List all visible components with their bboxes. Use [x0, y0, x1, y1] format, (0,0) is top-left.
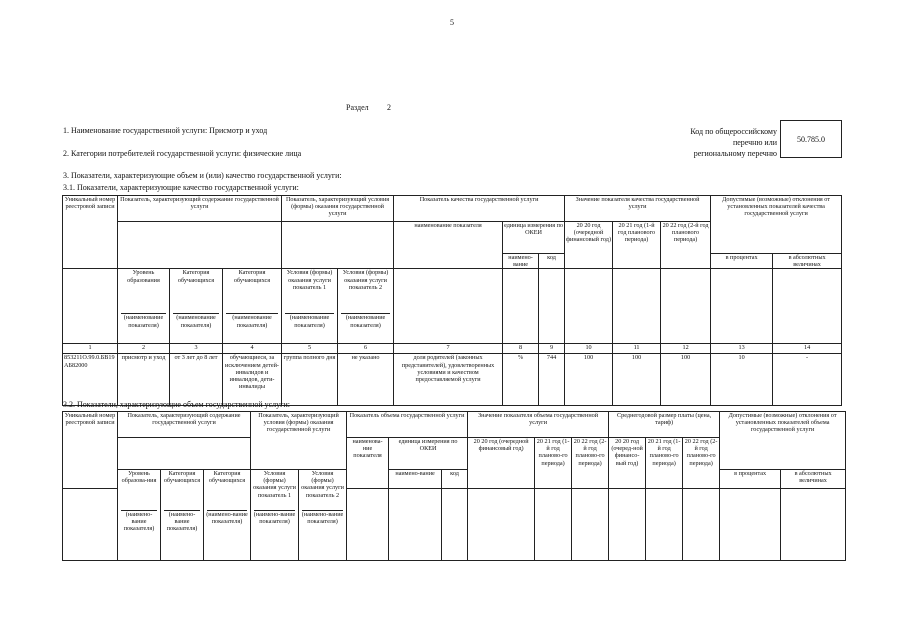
section31-title: 3.1. Показатели, характеризующие качество государственной услуги:	[63, 183, 299, 192]
t1-c4	[282, 269, 338, 344]
section-label: Раздел	[346, 103, 369, 112]
t2-c4-label: Условия (формы) оказания услуги показатель 1	[253, 470, 296, 499]
service-name: 1. Наименование государственной услуги: Присмотр и уход	[63, 126, 268, 135]
t2-unit-name-cont	[389, 488, 442, 560]
t1-c1-label: Уровень образования	[127, 269, 160, 284]
t1-num-2: 2	[118, 344, 170, 354]
t2-y1-header: 20 20 год (очередной финансовый год)	[468, 438, 535, 489]
t1-c3	[223, 269, 282, 344]
t2-c3-naim: (наимено-вание показателя)	[206, 511, 248, 526]
t1-num-3: 3	[170, 344, 223, 354]
t1-y1-cont	[565, 269, 613, 344]
t1-num-13: 13	[711, 344, 773, 354]
t1-content-header: Показатель, характеризующий содержание государственной услуги	[118, 196, 282, 222]
t1-name-cont	[394, 269, 503, 344]
t2-c3	[204, 470, 251, 561]
t1-c2	[170, 269, 223, 344]
t1-unique-cont	[63, 269, 118, 344]
t2-c4-naim: (наимено-вание показателя)	[253, 511, 296, 526]
t1-num-8: 8	[503, 344, 539, 354]
t1-row-v13: -	[773, 354, 842, 406]
t2-p1-cont	[609, 488, 646, 560]
t1-unit-name-header: наимено-вание	[503, 254, 539, 269]
t1-abs-cont	[773, 269, 842, 344]
t1-num-9: 9	[539, 344, 565, 354]
t2-p3-header: 20 22 год (2-й год планово-го периода)	[683, 438, 720, 489]
t2-abs-header: в абсолютных величинах	[781, 470, 846, 489]
t1-row-v10: 100	[613, 354, 661, 406]
t1-c4-label: Условия (формы) оказания услуги показатель 1	[286, 269, 333, 291]
t1-row-v1: присмотр и уход	[118, 354, 170, 406]
t2-y2-header: 20 21 год (1-й год планово-го периода)	[535, 438, 572, 489]
t2-pct-header: в процентах	[720, 470, 781, 489]
t2-c1-label: Уровень образова-ния	[121, 470, 157, 485]
code-box	[780, 120, 842, 158]
section32-title: 3.2. Показатели, характеризующие объем государственной услуги:	[63, 400, 290, 409]
t1-num-7: 7	[394, 344, 503, 354]
t2-p1-header: 20 20 год (очеред-ной финансо-вый год)	[609, 438, 646, 489]
t1-row-code: 853211О.99.0.БВ19АБ82000	[63, 354, 118, 406]
code-label-line2: перечню или	[732, 138, 777, 147]
t1-abs-header: в абсолютных величинах	[773, 254, 842, 269]
t2-unit-header: единица измерения по ОКЕИ	[389, 438, 468, 470]
t1-num-5: 5	[282, 344, 338, 354]
consumer-category: 2. Категории потребителей государственной услуги: физические лица	[63, 149, 302, 158]
t1-unit-header: единица измерения по ОКЕИ	[503, 222, 565, 254]
t1-number-row	[63, 344, 842, 354]
t2-p2-cont	[646, 488, 683, 560]
t1-num-10: 10	[565, 344, 613, 354]
t1-y1-header: 20 20 год (очередной финансовый год)	[565, 222, 613, 269]
t1-unit-code-header: код	[539, 254, 565, 269]
t1-deviation-header: Допустимые (возможные) отклонения от установленных показателей качества государственной услуги	[711, 196, 842, 254]
t1-row-v12: 10	[711, 354, 773, 406]
t1-c1-naim: (наименование показателя)	[123, 314, 164, 329]
code-label-line3: региональному перечню	[693, 149, 777, 158]
t2-volume-header: Показатель объема государственной услуги	[347, 412, 468, 438]
t2-abs-cont	[781, 488, 846, 560]
t1-row-v8: 744	[539, 354, 565, 406]
t2-name-cont	[347, 488, 389, 560]
t2-p2-header: 20 21 год (1-й год планово-го периода)	[646, 438, 683, 489]
t1-row-v6: доля родителей (законных представителей), удовлетворенных условиями и качеством предоставляемой услуги	[394, 354, 503, 406]
page-number: 5	[450, 18, 454, 27]
t1-c1	[118, 269, 170, 344]
volume-table	[62, 411, 846, 561]
t2-deviation-header: Допустимые (возможные) отклонения от установленных показателей объема государственной услуги	[720, 412, 846, 470]
t1-c3-label: Категория обучающихся	[233, 269, 271, 284]
t2-c3-label: Категория обучающихся	[208, 470, 246, 485]
t2-content-blank	[118, 438, 251, 470]
t2-unique-cont	[63, 488, 118, 560]
code-label-line1: Код по общероссийскому	[690, 127, 777, 136]
t1-unique-header: Уникальный номер реестровой записи	[63, 196, 118, 269]
t2-y2-cont	[535, 488, 572, 560]
t1-y3-header: 20 22 год (2-й год планового периода)	[661, 222, 711, 269]
t2-conditions-header: Показатель, характеризующий условия (формы) оказания государственной услуги	[251, 412, 347, 470]
t1-num-4: 4	[223, 344, 282, 354]
t2-content-header: Показатель, характеризующий содержание государственной услуги	[118, 412, 251, 438]
t1-num-6: 6	[338, 344, 394, 354]
t1-row-v3: обучающиеся, за исключением детей-инвалидов и инвалидов, дети-инвалиды	[223, 354, 282, 406]
t2-c4	[251, 470, 299, 561]
t1-y2-cont	[613, 269, 661, 344]
t1-row-v5: не указано	[338, 354, 394, 406]
t2-c1	[118, 470, 161, 561]
t1-num-12: 12	[661, 344, 711, 354]
t1-quality-header: Показатель качества государственной услуги	[394, 196, 565, 222]
t2-c1-naim: (наимено-вание показателя)	[123, 511, 155, 533]
section3-title: 3. Показатели, характеризующие объем и (или) качество государственной услуги:	[63, 171, 342, 180]
t1-y3-cont	[661, 269, 711, 344]
t2-c5-naim: (наимено-вание показателя)	[301, 511, 344, 526]
t1-value-header: Значение показателя качества государственной услуги	[565, 196, 711, 222]
t2-unit-name-header: наимено-вание	[389, 470, 442, 489]
t2-c5	[299, 470, 347, 561]
t1-num-14: 14	[773, 344, 842, 354]
t1-c5-label: Условия (формы) оказания услуги показатель 2	[342, 269, 389, 291]
t1-c5-naim: (наименование показателя)	[345, 314, 386, 329]
t1-pct-header: в процентах	[711, 254, 773, 269]
t2-y3-header: 20 22 год (2-й год планово-го периода)	[572, 438, 609, 489]
t1-num-1: 1	[63, 344, 118, 354]
table-row	[63, 354, 842, 406]
t1-num-11: 11	[613, 344, 661, 354]
t1-c5	[338, 269, 394, 344]
t2-unit-code-cont	[442, 488, 468, 560]
code-value: 50.785.0	[797, 134, 825, 144]
t2-value-header: Значение показателя объема государственной услуги	[468, 412, 609, 438]
t1-y2-header: 20 21 год (1-й год планового периода)	[613, 222, 661, 269]
t2-unique-header: Уникальный номер реестровой записи	[63, 412, 118, 489]
t2-c2	[161, 470, 204, 561]
t1-row-v9: 100	[565, 354, 613, 406]
t2-c5-label: Условия (формы) оказания услуги показатель 2	[301, 470, 344, 499]
t1-content-blank	[118, 222, 282, 269]
t1-row-v4: группа полного дня	[282, 354, 338, 406]
quality-table	[62, 195, 842, 406]
t1-c2-naim: (наименование показателя)	[176, 314, 216, 329]
t1-row-v11: 100	[661, 354, 711, 406]
t1-c2-label: Категория обучающихся	[177, 269, 215, 284]
t2-price-header: Среднегодовой размер платы (цена, тариф)	[609, 412, 720, 438]
code-label	[675, 126, 777, 159]
t2-unit-code-header: код	[442, 470, 468, 489]
t1-c4-naim: (наименование показателя)	[289, 314, 330, 329]
t2-y3-cont	[572, 488, 609, 560]
t2-p3-cont	[683, 488, 720, 560]
t1-unit-code-cont	[539, 269, 565, 344]
t2-c2-naim: (наимено-вание показателя)	[166, 511, 198, 533]
t2-pct-cont	[720, 488, 781, 560]
t2-name-header: наименова-ние показателя	[347, 438, 389, 489]
t1-conditions-blank	[282, 222, 394, 269]
t1-pct-cont	[711, 269, 773, 344]
t1-c3-naim: (наименование показателя)	[232, 314, 272, 329]
t2-y1-cont	[468, 488, 535, 560]
t2-c2-label: Категория обучающихся	[163, 470, 201, 485]
t1-name-header: наименование показателя	[394, 222, 503, 269]
t1-row-v7: %	[503, 354, 539, 406]
t1-conditions-header: Показатель, характеризующий условия (формы) оказания государственной услуги	[282, 196, 394, 222]
section-number: 2	[387, 103, 391, 112]
t1-unit-name-cont	[503, 269, 539, 344]
t1-row-v2: от 3 лет до 8 лет	[170, 354, 223, 406]
